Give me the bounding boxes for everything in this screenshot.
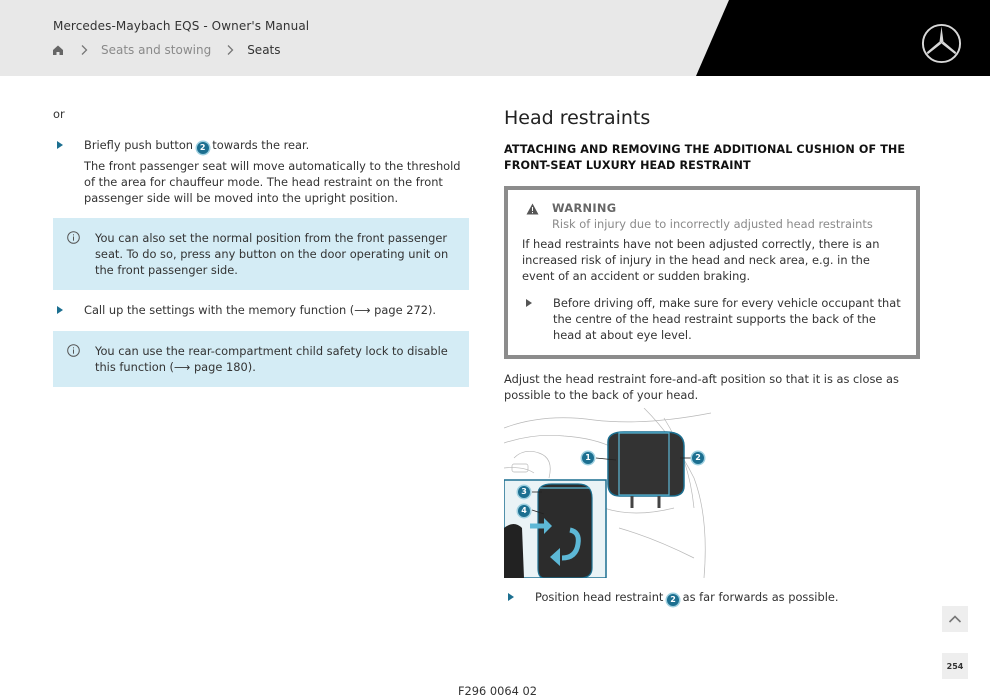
left-column [53,106,469,387]
section-heading: Head restraints [504,107,651,129]
figure-code: F296 0064 02 [458,684,538,698]
info-box [53,218,469,290]
instruction-step [504,589,920,606]
header-black-band [0,0,990,76]
callout-number-2: 2 [667,594,679,606]
info-text: You can also set the normal position from the front passenger seat. To do so, press any button on the door operating unit on the front passenger side. [95,231,449,277]
instruction-step [53,137,469,154]
subsection-heading: ATTACHING AND REMOVING THE ADDITIONAL CUSHION OF THE FRONT-SEAT LUXURY HEAD RESTRAINT [504,143,906,172]
chevron-right-icon [225,44,235,56]
chevron-up-icon [948,614,962,624]
step-text: as far forwards as possible. [682,590,839,604]
callout-number-2: 2 [692,452,704,464]
breadcrumb-seats[interactable]: Seats [247,43,281,57]
info-box [53,331,469,387]
page-number: 254 [946,661,964,671]
callout-number-2: 2 [197,142,209,154]
step-arrow-icon [57,306,63,314]
step-text: Before driving off, make sure for every vehicle occupant that the centre of the head restraint supports the back of the head at about eye level. [553,296,901,342]
breadcrumb-seats-and-stowing[interactable]: Seats and stowing [101,43,212,57]
step-text: towards the rear. [212,138,310,152]
warning-title: WARNING [552,201,617,215]
warning-subtitle: Risk of injury due to incorrectly adjusted head restraints [552,217,873,231]
document-title: Mercedes-Maybach EQS - Owner's Manual [53,19,310,33]
warning-body: If head restraints have not been adjusted correctly, there is an increased risk of injury in the head and neck area, e.g. in the event of an accident or sudden braking. [522,237,880,283]
step-arrow-icon [57,141,63,149]
step-text: Briefly push button [84,138,194,152]
right-column [504,106,920,403]
info-text: You can use the rear-compartment child safety lock to disable this function (⟶ page 180). [95,344,448,374]
head-restraint-illustration [504,408,711,578]
step-arrow-icon [526,299,532,307]
home-icon[interactable] [51,43,65,57]
breadcrumb [51,42,281,58]
warning-triangle-icon [526,203,539,215]
illustration-drawing [504,408,711,578]
callout-number-4: 4 [518,505,530,517]
page-number-badge[interactable] [942,653,968,679]
warning-box [504,186,920,359]
warning-step [522,295,902,343]
adjust-instructions: Adjust the head restraint fore-and-aft position so that it is as close as possible to the back of your head. [504,372,899,402]
callout-number-1: 1 [582,452,594,464]
warning-header [522,200,902,232]
step-result: The front passenger seat will move automatically to the threshold of the area for chauffeur mode. The head restraint on the front passenger side will be moved into the upright position. [84,159,461,205]
info-icon [67,344,80,357]
step-text: Call up the settings with the memory function (⟶ page 272). [84,303,437,317]
mercedes-star-logo-icon[interactable] [920,22,963,65]
scroll-to-top-button[interactable] [942,606,968,632]
instruction-step [53,302,469,318]
chevron-right-icon [79,44,89,56]
info-icon [67,231,80,244]
step-arrow-icon [508,593,514,601]
or-text: or [53,107,65,121]
callout-number-3: 3 [518,486,530,498]
step-text: Position head restraint [535,590,664,604]
page-header [0,0,990,76]
